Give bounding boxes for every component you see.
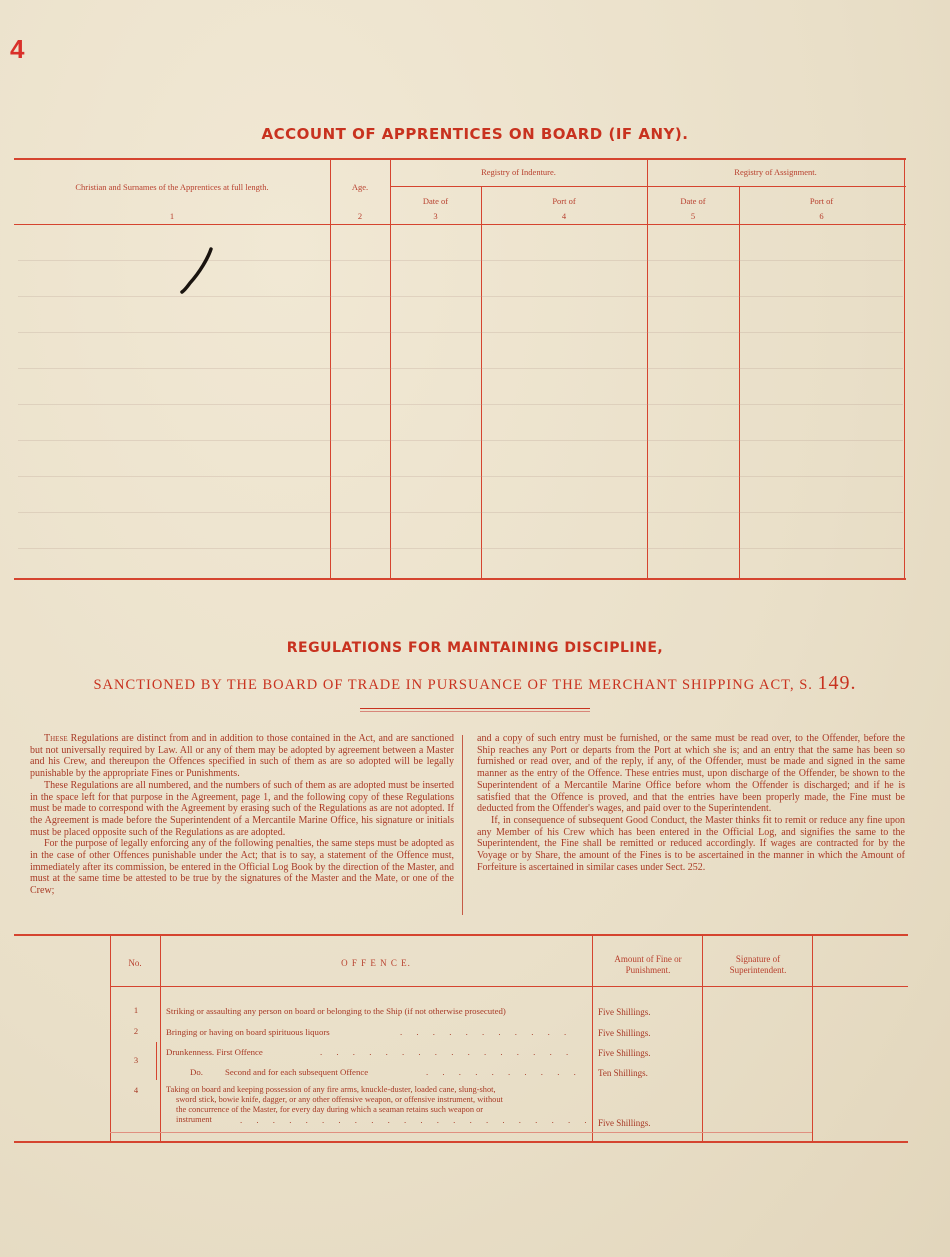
offence-header-signature: Signature of Superintendent.	[729, 954, 787, 975]
dot-leader: . . . . . . . . . .	[426, 1067, 582, 1077]
regulations-paragraph: and a copy of such entry must be furnished, or the same must be read over, to the Offender, before the Ship reaches any Port or departs from the Port at which she is; and an entry that the same has been so furnished or read over, and of the reply, if any, of the Offender, must be made and signed in the same manner as the entry of the Offence. These entries must, upon discharge of the Offender, be shown to the Superintendent of a Mercantile Marine Office before whom the Offender is discharged; and if he is satisfied that the Offence is proved, and that the entries have been properly made, the Fine must be deducted from the Offender's wages, and paid over to the Superintendent.	[477, 733, 905, 815]
indenture-date-number: 3	[433, 211, 438, 221]
regulations-lead-word: These	[44, 733, 68, 744]
regulations-right-column	[477, 733, 905, 873]
regulations-paragraph: For the purpose of legally enforcing any of the following penalties, the same steps must be adopted as in the case of other Offences punishable under the Act; that is to say, a statement of the Offence must, immediately after its commission, be entered in the Official Log Book by the direction of the Master, and must at the same time be attested to be true by the signatures of the Master and the Mate, or one of the Crew;	[30, 838, 454, 897]
offence-row-fine: Five Shillings.	[598, 1118, 651, 1128]
offence-row-number: 2	[133, 1026, 139, 1036]
offence-header-offence: O F F E N C E.	[341, 958, 411, 968]
offence-row-number: 1	[133, 1005, 139, 1015]
offence-row-number: 3	[133, 1055, 139, 1065]
assignment-date-number: 5	[690, 211, 696, 221]
indenture-group-header: Registry of Indenture.	[481, 167, 556, 177]
offence-row-fine: Five Shillings.	[598, 1048, 651, 1058]
regulations-subtitle	[0, 672, 950, 695]
indenture-port-number: 4	[561, 211, 567, 221]
col-age-number: 2	[357, 211, 363, 221]
apprentices-table	[0, 0, 950, 600]
dot-leader: . . . . . . . . . . .	[400, 1027, 573, 1037]
regulations-section-number: 149.	[817, 672, 857, 694]
indenture-port-header: Port of	[552, 196, 576, 206]
assignment-group-header: Registry of Assignment.	[734, 167, 817, 177]
pen-stroke-mark	[178, 246, 218, 296]
offence-row-text: Do. Second and for each subsequent Offence	[190, 1067, 369, 1077]
dot-leader: . . . . . . . . . . . . . . . .	[320, 1047, 575, 1057]
offence-row-fine: Five Shillings.	[598, 1028, 651, 1038]
dot-leader: . . . . . . . . . . . . . . . . . . . . . . .	[240, 1115, 609, 1125]
indenture-date-header: Date of	[422, 196, 449, 206]
offence-row-fine: Five Shillings.	[598, 1007, 651, 1017]
assignment-port-number: 6	[819, 211, 824, 221]
regulations-paragraph: If, in consequence of subsequent Good Conduct, the Master thinks fit to remit or reduce any fine upon any Member of his Crew which has been entered in the Official Log, and signifies the same to the Superintendent, the Fine shall be remitted or reduced accordingly. If wages are contracted for by the Voyage or by Share, the amount of the Fines is to be ascertained in the manner in which the Amount of Forfeiture is ascertained in similar cases under Sect. 252.	[477, 814, 905, 873]
divider	[360, 708, 590, 709]
regulations-title: REGULATIONS FOR MAINTAINING DISCIPLINE,	[286, 640, 664, 656]
col-name-number: 1	[169, 211, 175, 221]
col-name-header: Christian and Surnames of the Apprentices at full length.	[75, 182, 269, 192]
regulations-paragraph: Regulations are distinct from and in addition to those contained in the Act, and are sanctioned but not universally required by Law. All or any of them may be adopted by agreement between a Master and his Crew, and thereupon the Offences specified in such of them as are so adopted will be legally punishable by the appropriate Fines or Punishments.	[30, 733, 454, 780]
offence-row-text: the concurrence of the Master, for every day during which a seaman retains such weapon or	[176, 1105, 484, 1114]
page-number: 4	[10, 34, 25, 64]
apprentices-title: ACCOUNT OF APPRENTICES ON BOARD (IF ANY).	[261, 125, 689, 143]
offence-header-amount: Amount of Fine or Punishment.	[614, 954, 682, 975]
divider	[360, 711, 590, 712]
offence-row-text: Striking or assaulting any person on board or belonging to the Ship (if not otherwise prosecuted)	[166, 1006, 506, 1016]
offence-row-text: instrument	[176, 1115, 212, 1124]
offence-row-text: Taking on board and keeping possession of any fire arms, knuckle-duster, loaded cane, slung-shot,	[166, 1085, 496, 1094]
assignment-date-header: Date of	[680, 196, 706, 206]
regulations-left-column	[30, 733, 454, 897]
regulations-subtitle-text: SANCTIONED BY THE BOARD OF TRADE IN PURSUANCE OF THE MERCHANT SHIPPING ACT, S.	[93, 677, 813, 693]
regulations-paragraph: These Regulations are all numbered, and the numbers of such of them as are adopted must be inserted in the space left for that purpose in the Agreement, page 1, and the following copy of these Regulations must be made to correspond with the Agreement by erasing such of the Regulations as are not adopted. If the Agreement is made before the Superintendent of a Mercantile Marine Office, his signature or initials must be placed opposite such of the Regulations as are adopted.	[30, 779, 454, 838]
column-separator	[462, 735, 463, 915]
offence-row-text: Bringing or having on board spirituous liquors	[166, 1027, 330, 1037]
col-age-header: Age.	[351, 182, 369, 192]
offence-row-fine: Ten Shillings.	[598, 1068, 648, 1078]
offence-header-no: No.	[128, 958, 142, 968]
assignment-port-header: Port of	[809, 196, 834, 206]
offence-row-text: sword stick, bowie knife, dagger, or any other offensive weapon, or offensive instrument, without	[176, 1095, 503, 1104]
offence-row-number: 4	[133, 1085, 139, 1095]
offence-row-text: Drunkenness. First Offence	[166, 1047, 263, 1057]
